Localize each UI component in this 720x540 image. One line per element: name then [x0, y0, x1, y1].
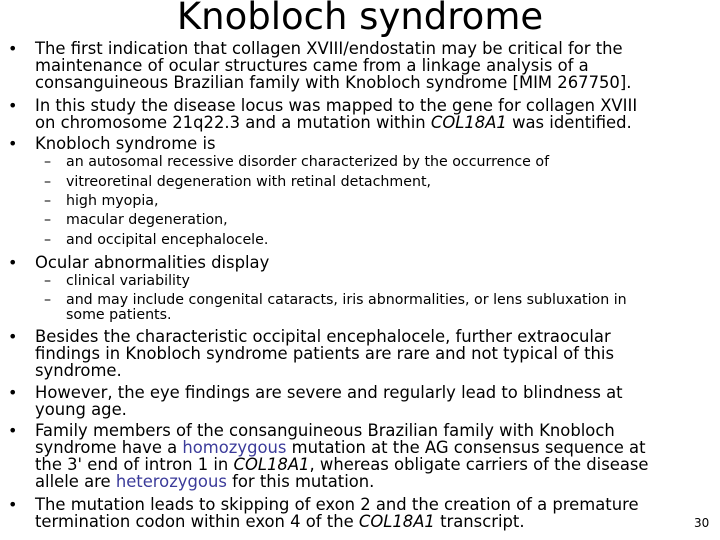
bullet-item [8, 97, 720, 131]
slide-title: Knobloch syndrome [176, 0, 544, 38]
bullet-item [8, 40, 720, 91]
text-line: young age. [35, 400, 127, 419]
text-line: In this study the disease locus was mapped to the gene for collagen XVIII [35, 96, 638, 115]
homozygous-link[interactable]: homozygous [182, 438, 287, 457]
bullet-text [35, 422, 718, 490]
bullet-dot: • [8, 421, 18, 440]
text-line: Family members of the consanguineous Brazilian family with Knobloch [35, 421, 615, 440]
bullet-dot: • [8, 327, 18, 346]
bullet-text [35, 254, 718, 271]
sub-bullet-text: and may include congenital cataracts, iris abnormalities, or lens subluxation in [66, 292, 627, 308]
text-line: maintenance of ocular structures came from a linkage analysis of a [35, 56, 589, 75]
bullet-item [8, 422, 720, 490]
text-run: the 3' end of intron 1 in [35, 455, 234, 474]
bullet-text [35, 135, 718, 152]
sub-bullet-text: and occipital encephalocele. [66, 232, 269, 248]
sub-bullet-text: macular degeneration, [66, 212, 228, 228]
bullet-text [35, 328, 718, 379]
bullet-text [35, 496, 718, 530]
text-line: Ocular abnormalities display [35, 253, 270, 272]
bullet-item [8, 384, 720, 418]
text-line [35, 456, 718, 473]
sub-bullet-dash: – [44, 292, 52, 308]
sub-bullet-dash: – [44, 193, 52, 209]
gene-name: COL18A1 [233, 455, 310, 474]
sub-bullet-text: some patients. [66, 307, 172, 323]
gene-name: COL18A1 [358, 512, 435, 531]
text-line [35, 439, 718, 456]
bullet-dot: • [8, 253, 18, 272]
text-run: syndrome have a [35, 438, 183, 457]
text-run: transcript. [434, 512, 525, 531]
sub-bullet-dash: – [44, 273, 52, 289]
text-line: Knobloch syndrome is [35, 134, 216, 153]
sub-bullet-dash: – [44, 232, 52, 248]
text-line: Besides the characteristic occipital encephalocele, further extraocular [35, 327, 611, 346]
gene-name: COL18A1 [430, 113, 507, 132]
text-run: allele are [35, 472, 116, 491]
sub-bullet-text: an autosomal recessive disorder characterized by the occurrence of [66, 154, 550, 170]
sub-bullet-text: clinical variability [66, 273, 190, 289]
bullet-item [8, 254, 720, 271]
text-run: , whereas obligate carriers of the disease [309, 455, 649, 474]
bullet-dot: • [8, 96, 18, 115]
text-line: The mutation leads to skipping of exon 2 and the creation of a premature [35, 495, 639, 514]
sub-bullet-text: high myopia, [66, 193, 159, 209]
page-number: 30 [694, 516, 710, 530]
text-line: The first indication that collagen XVIII/endostatin may be critical for the [35, 39, 623, 58]
sub-bullet-dash: – [44, 212, 52, 228]
text-line: syndrome. [35, 361, 122, 380]
heterozygous-link[interactable]: heterozygous [115, 472, 227, 491]
bullet-text [35, 384, 718, 418]
text-line: findings in Knobloch syndrome patients are rare and not typical of this [35, 344, 614, 363]
text-run: mutation at the AG consensus sequence at [286, 438, 646, 457]
text-line [35, 114, 718, 131]
sub-bullet-text: vitreoretinal degeneration with retinal detachment, [66, 174, 432, 190]
text-line: However, the eye findings are severe and regularly lead to blindness at [35, 383, 623, 402]
bullet-text [35, 97, 718, 131]
text-line [35, 513, 718, 530]
bullet-dot: • [8, 39, 18, 58]
bullet-item [8, 135, 720, 152]
text-run: on chromosome 21q22.3 and a mutation within [35, 113, 431, 132]
bullet-dot: • [8, 495, 18, 514]
bullet-dot: • [8, 383, 18, 402]
text-run: termination codon within exon 4 of the [35, 512, 359, 531]
bullet-dot: • [8, 134, 18, 153]
text-line [35, 473, 718, 490]
bullet-item [8, 328, 720, 379]
sub-bullet-dash: – [44, 154, 52, 170]
bullet-item [8, 496, 720, 530]
text-run: was identified. [506, 113, 632, 132]
text-run: for this mutation. [226, 472, 375, 491]
text-line: consanguineous Brazilian family with Knobloch syndrome [MIM 267750]. [35, 73, 632, 92]
bullet-text [35, 40, 718, 91]
sub-bullet-dash: – [44, 174, 52, 190]
